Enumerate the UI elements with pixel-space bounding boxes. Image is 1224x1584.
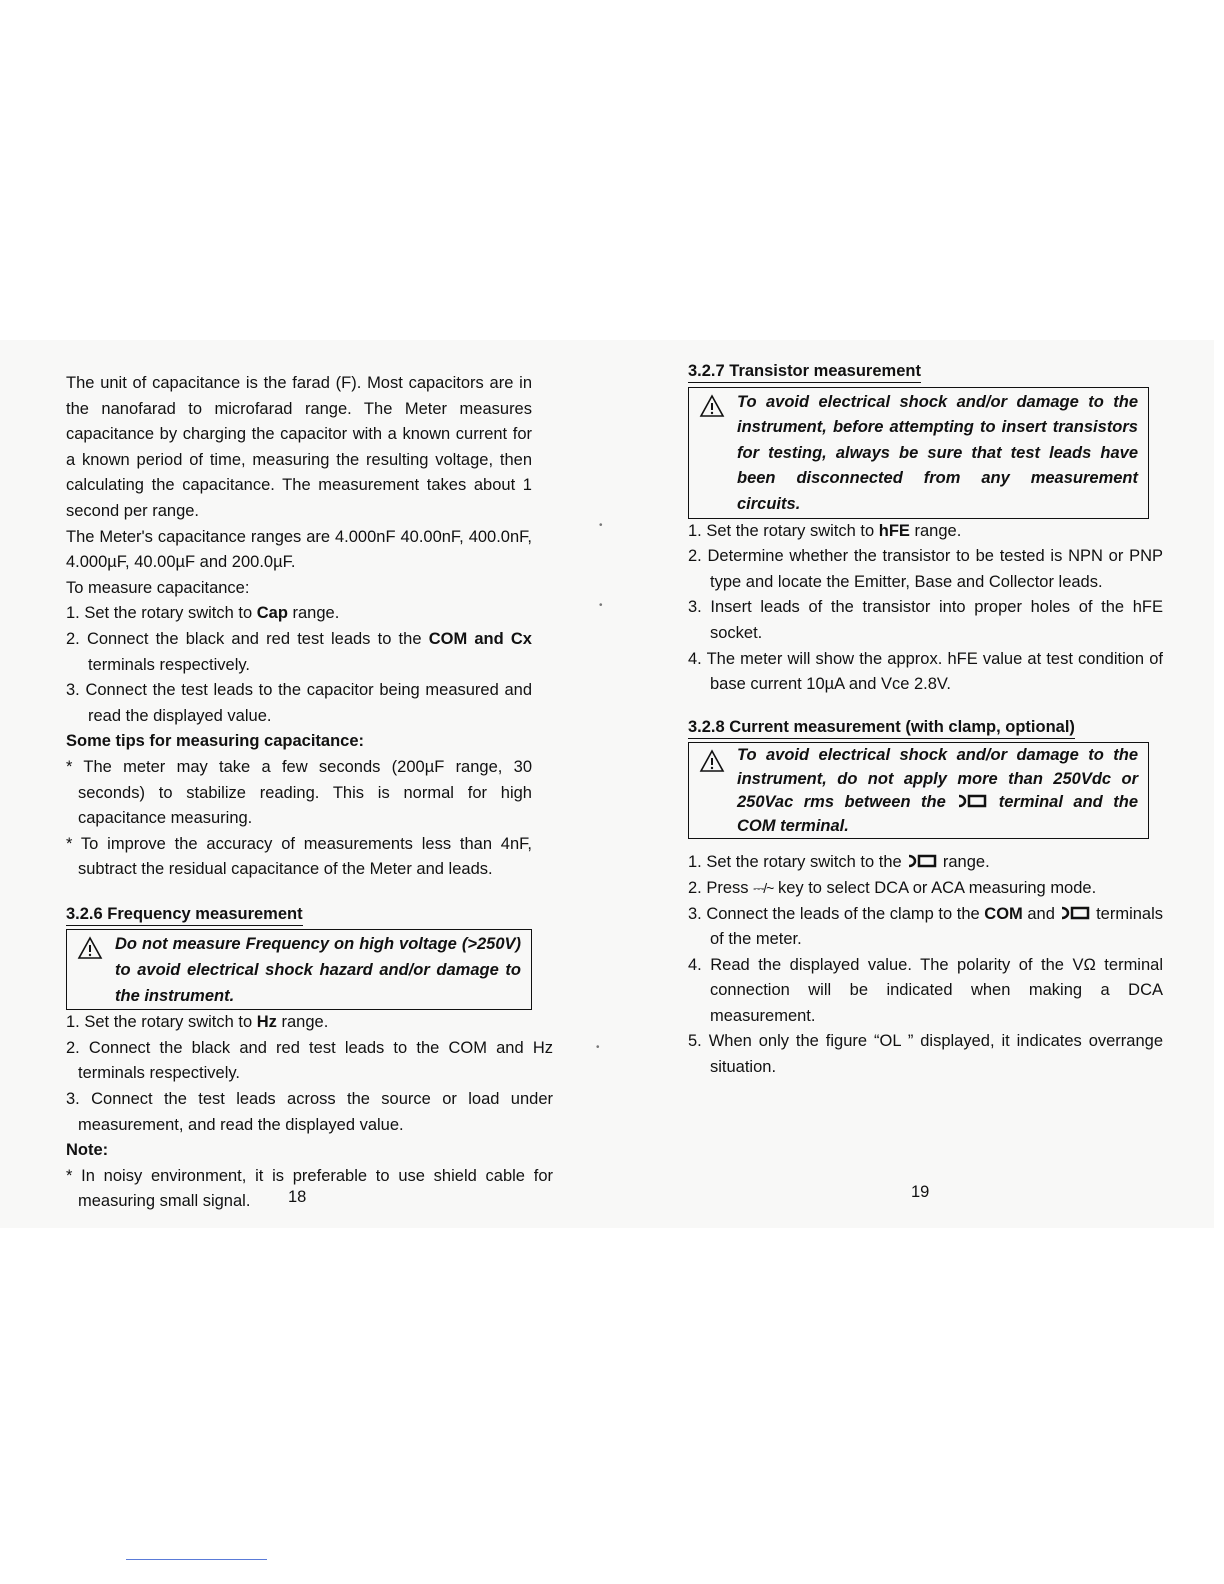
scan-speck: • — [599, 520, 603, 531]
scan-speck: • — [596, 1042, 600, 1053]
left-page — [66, 371, 553, 1215]
current-step-3: 3. Connect the leads of the clamp to the COM and terminals of the meter. — [688, 904, 1164, 949]
right-page — [688, 359, 1163, 1081]
dc-ac-symbol: ⎓/~ — [753, 879, 774, 896]
current-heading: 3.2.8 Current measurement (with clamp, optional) — [688, 717, 1075, 739]
current-step-5: 5. When only the figure “OL ” displayed, it indicates overrange situation. — [688, 1032, 1163, 1077]
frequency-warning-box — [66, 929, 532, 1010]
measure-capacitance-lead: To measure capacitance: — [66, 578, 250, 597]
note-text: * In noisy environment, it is preferable to use shield cable for measuring small signal. — [66, 1166, 553, 1211]
transistor-heading: 3.2.7 Transistor measurement — [688, 361, 921, 383]
tip-item: * To improve the accuracy of measurements less than 4nF, subtract the residual capacitance of the Meter and leads. — [66, 834, 532, 879]
warning-triangle-icon — [699, 394, 725, 418]
cap-step-1: 1. Set the rotary switch to Cap range. — [66, 604, 340, 623]
warning-triangle-icon — [699, 749, 725, 773]
tips-heading: Some tips for measuring capacitance: — [66, 732, 365, 751]
note-heading: Note: — [66, 1141, 109, 1160]
transistor-warning-box — [688, 387, 1149, 519]
warning-triangle-icon — [77, 936, 103, 960]
scan-speck: • — [599, 600, 603, 611]
clamp-terminal-icon — [906, 853, 938, 869]
transistor-warning-text: To avoid electrical shock and/or damage to the instrument, before attempting to insert transistors for testing, always be sure that test leads have been disconnected from any measurement circuits. — [737, 392, 1138, 513]
transistor-step-3: 3. Insert leads of the transistor into proper holes of the hFE socket. — [688, 598, 1163, 642]
intro-paragraph: The unit of capacitance is the farad (F). Most capacitors are in the nanofarad to microfarad range. The Meter measures capacitance by charging the capacitor with a known current for a known period of time, measuring the resulting voltage, then calculating the capacitance. The measurement takes about 1 second per range. — [66, 374, 532, 520]
clamp-terminal-icon — [956, 793, 988, 809]
transistor-step-1: 1. Set the rotary switch to hFE range. — [688, 521, 962, 540]
freq-step-2: 2. Connect the black and red test leads to the COM and Hz terminals respectively. — [66, 1038, 553, 1083]
current-warning-box: To avoid electrical shock and/or damage to the instrument, do not apply more than 250Vdc or 250Vac rms between the terminal and the COM terminal. — [688, 742, 1149, 839]
freq-step-1: 1. Set the rotary switch to Hz range. — [66, 1013, 329, 1032]
frequency-heading: 3.2.6 Frequency measurement — [66, 904, 303, 926]
page-number-right: 19 — [911, 1183, 930, 1201]
current-step-1: 1. Set the rotary switch to the range. — [688, 853, 990, 872]
clamp-terminal-icon — [1059, 905, 1091, 921]
page-number-left: 18 — [288, 1188, 307, 1206]
current-step-4: 4. Read the displayed value. The polarity of the VΩ terminal connection will be indicated when making a DCA measurement. — [688, 955, 1163, 1025]
cap-step-2: 2. Connect the black and red test leads to the COM and Cx terminals respectively. — [66, 629, 532, 674]
cap-step-3: 3. Connect the test leads to the capacitor being measured and read the displayed value. — [66, 681, 532, 725]
transistor-step-2: 2. Determine whether the transistor to be tested is NPN or PNP type and locate the Emitter, Base and Collector leads. — [688, 547, 1163, 591]
underline-mark — [126, 1559, 267, 1560]
transistor-step-4: 4. The meter will show the approx. hFE value at test condition of base current 10µA and Vce 2.8V. — [688, 649, 1163, 694]
freq-step-3: 3. Connect the test leads across the source or load under measurement, and read the displayed value. — [66, 1090, 553, 1134]
frequency-warning-text: Do not measure Frequency on high voltage (>250V) to avoid electrical shock hazard and/or damage to the instrument. — [115, 935, 521, 1005]
tip-item: * The meter may take a few seconds (200µF range, 30 seconds) to stabilize reading. This is normal for high capacitance measuring. — [66, 757, 532, 828]
capacitance-ranges: The Meter's capacitance ranges are 4.000nF 40.00nF, 400.0nF, 4.000µF, 40.00µF and 200.0µF. — [66, 527, 532, 572]
current-step-2: 2. Press ⎓/~ key to select DCA or ACA measuring mode. — [688, 878, 1097, 897]
